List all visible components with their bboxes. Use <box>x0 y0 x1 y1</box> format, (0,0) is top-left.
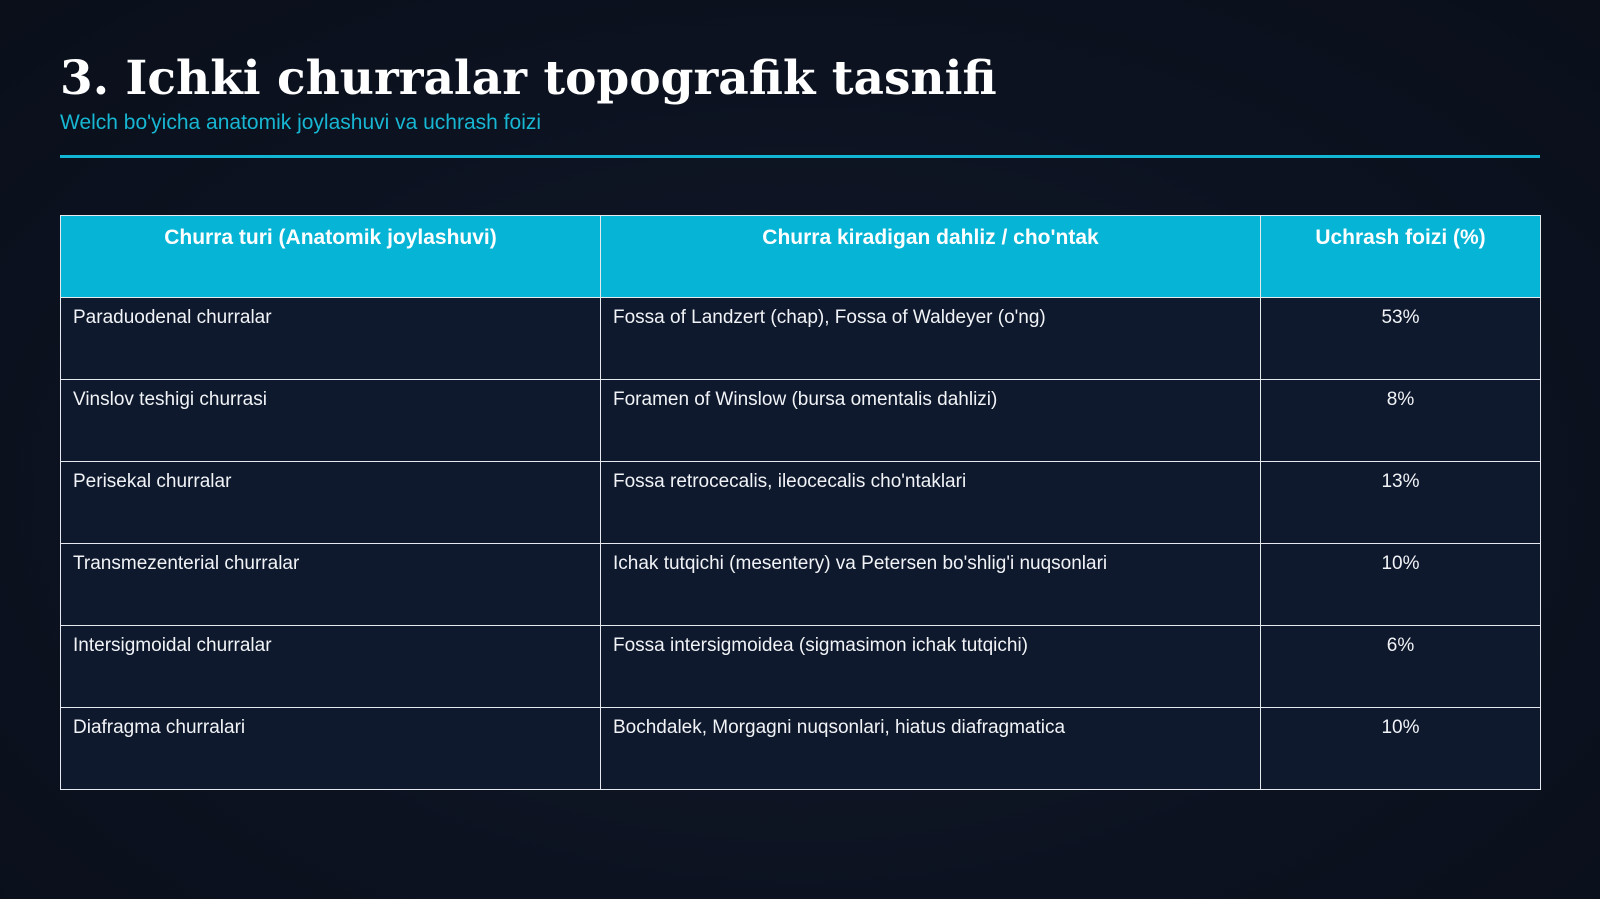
cell-hernia-pocket: Fossa of Landzert (chap), Fossa of Waldeyer (o'ng) <box>601 298 1261 380</box>
column-header-pocket: Churra kiradigan dahliz / cho'ntak <box>601 216 1261 298</box>
column-header-type: Churra turi (Anatomik joylashuvi) <box>61 216 601 298</box>
table-row <box>61 708 1541 790</box>
table-header-row <box>61 216 1541 298</box>
table-row <box>61 462 1541 544</box>
title-divider <box>60 155 1540 158</box>
table-row <box>61 298 1541 380</box>
cell-hernia-percentage: 10% <box>1261 708 1541 790</box>
table-row <box>61 380 1541 462</box>
cell-hernia-type: Diafragma churralari <box>61 708 601 790</box>
cell-hernia-percentage: 53% <box>1261 298 1541 380</box>
cell-hernia-percentage: 8% <box>1261 380 1541 462</box>
cell-hernia-pocket: Bochdalek, Morgagni nuqsonlari, hiatus diafragmatica <box>601 708 1261 790</box>
page-subtitle: Welch bo'yicha anatomik joylashuvi va uchrash foizi <box>60 111 542 134</box>
column-header-percentage: Uchrash foizi (%) <box>1261 216 1541 298</box>
cell-hernia-percentage: 10% <box>1261 544 1541 626</box>
cell-hernia-pocket: Fossa intersigmoidea (sigmasimon ichak tutqichi) <box>601 626 1261 708</box>
hernia-table-container <box>60 215 1540 790</box>
page-title: 3. Ichki churralar topografik tasnifi <box>60 51 997 106</box>
cell-hernia-percentage: 13% <box>1261 462 1541 544</box>
cell-hernia-pocket: Foramen of Winslow (bursa omentalis dahlizi) <box>601 380 1261 462</box>
cell-hernia-type: Vinslov teshigi churrasi <box>61 380 601 462</box>
table-row <box>61 626 1541 708</box>
table-row <box>61 544 1541 626</box>
cell-hernia-type: Perisekal churralar <box>61 462 601 544</box>
cell-hernia-pocket: Fossa retrocecalis, ileocecalis cho'ntaklari <box>601 462 1261 544</box>
cell-hernia-type: Paraduodenal churralar <box>61 298 601 380</box>
slide-header <box>60 48 1540 136</box>
hernia-classification-table <box>60 215 1541 790</box>
cell-hernia-percentage: 6% <box>1261 626 1541 708</box>
cell-hernia-type: Transmezenterial churralar <box>61 544 601 626</box>
cell-hernia-type: Intersigmoidal churralar <box>61 626 601 708</box>
cell-hernia-pocket: Ichak tutqichi (mesentery) va Petersen bo'shlig'i nuqsonlari <box>601 544 1261 626</box>
